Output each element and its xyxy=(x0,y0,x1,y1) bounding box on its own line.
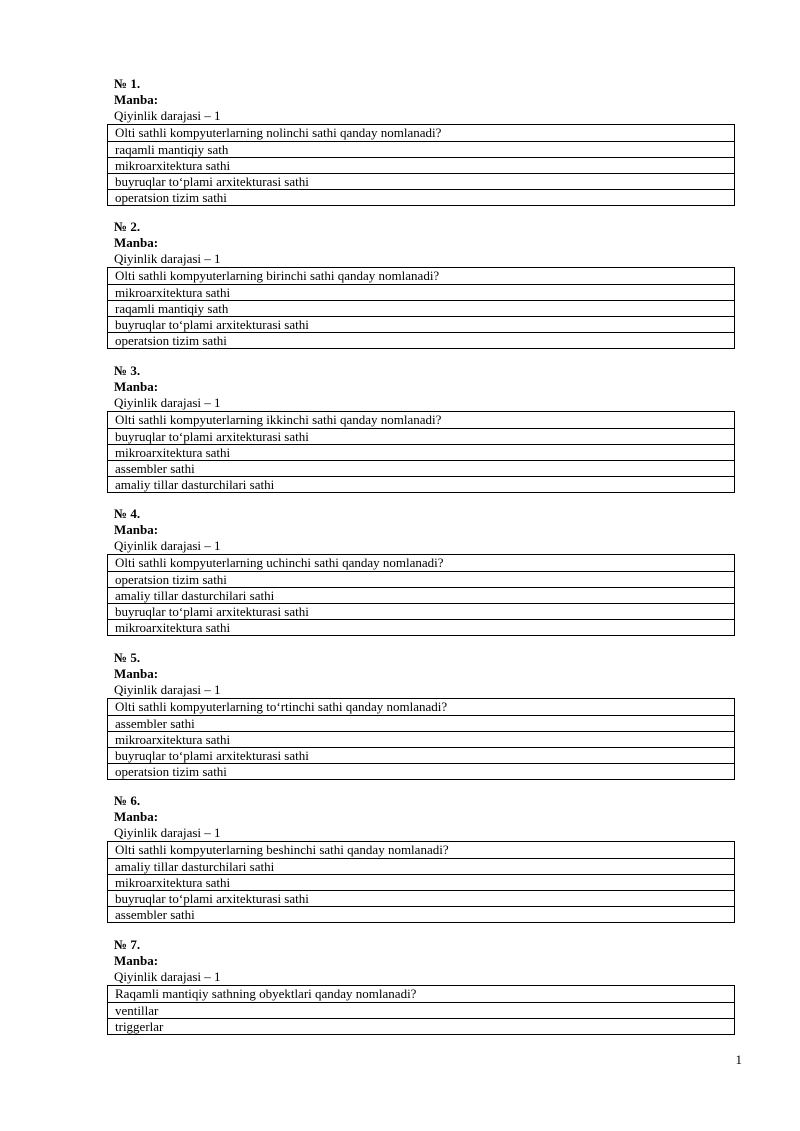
question-number: № 6. xyxy=(114,793,141,808)
answer-option: buyruqlar to‘plami arxitekturasi sathi xyxy=(108,316,734,332)
answer-option: operatsion tizim sathi xyxy=(108,189,734,205)
question-text: Olti sathli kompyuterlarning uchinchi sathi qanday nomlanadi? xyxy=(115,555,444,570)
question-number: № 4. xyxy=(114,506,141,521)
question-block xyxy=(107,650,735,780)
answer-option: buyruqlar to‘plami arxitekturasi sathi xyxy=(108,173,734,189)
source-label: Manba: xyxy=(114,379,159,394)
source-label: Manba: xyxy=(114,953,159,968)
answer-option: triggerlar xyxy=(108,1018,734,1034)
answer-option: operatsion tizim sathi xyxy=(108,571,734,587)
answer-option: buyruqlar to‘plami arxitekturasi sathi xyxy=(108,603,734,619)
question-table xyxy=(107,267,735,349)
question-block xyxy=(107,506,735,636)
answer-option: operatsion tizim sathi xyxy=(108,763,734,779)
source-label: Manba: xyxy=(114,809,159,824)
answer-option: buyruqlar to‘plami arxitekturasi sathi xyxy=(108,747,734,763)
question-table xyxy=(107,124,735,206)
question-table xyxy=(107,554,735,636)
difficulty-level: Qiyinlik darajasi – 1 xyxy=(114,395,221,410)
answer-option: assembler sathi xyxy=(108,906,734,922)
answer-option: assembler sathi xyxy=(108,715,734,731)
question-block xyxy=(107,937,735,1035)
difficulty-level: Qiyinlik darajasi – 1 xyxy=(114,108,221,123)
question-text: Olti sathli kompyuterlarning beshinchi sathi qanday nomlanadi? xyxy=(115,842,449,857)
source-label: Manba: xyxy=(114,666,159,681)
answer-option: raqamli mantiqiy sath xyxy=(108,141,734,157)
question-table xyxy=(107,411,735,493)
answer-option: buyruqlar to‘plami arxitekturasi sathi xyxy=(108,428,734,444)
question-text: Olti sathli kompyuterlarning to‘rtinchi sathi qanday nomlanadi? xyxy=(115,699,448,714)
answer-option: assembler sathi xyxy=(108,460,734,476)
answer-option: amaliy tillar dasturchilari sathi xyxy=(108,587,734,603)
source-label: Manba: xyxy=(114,522,159,537)
question-number: № 7. xyxy=(114,937,141,952)
question-block xyxy=(107,363,735,493)
question-number: № 1. xyxy=(114,76,141,91)
difficulty-level: Qiyinlik darajasi – 1 xyxy=(114,538,221,553)
question-number: № 5. xyxy=(114,650,141,665)
question-text: Olti sathli kompyuterlarning birinchi sathi qanday nomlanadi? xyxy=(115,268,440,283)
answer-option: mikroarxitektura sathi xyxy=(108,444,734,460)
difficulty-level: Qiyinlik darajasi – 1 xyxy=(114,251,221,266)
difficulty-level: Qiyinlik darajasi – 1 xyxy=(114,682,221,697)
question-table xyxy=(107,841,735,923)
answer-option: mikroarxitektura sathi xyxy=(108,619,734,635)
answer-option: raqamli mantiqiy sath xyxy=(108,300,734,316)
answer-option: buyruqlar to‘plami arxitekturasi sathi xyxy=(108,890,734,906)
page-number: 1 xyxy=(735,1052,742,1067)
question-table xyxy=(107,698,735,780)
question-block xyxy=(107,76,735,206)
question-text: Olti sathli kompyuterlarning ikkinchi sathi qanday nomlanadi? xyxy=(115,412,442,427)
answer-option: mikroarxitektura sathi xyxy=(108,284,734,300)
question-number: № 2. xyxy=(114,219,141,234)
source-label: Manba: xyxy=(114,92,159,107)
answer-option: operatsion tizim sathi xyxy=(108,332,734,348)
answer-option: mikroarxitektura sathi xyxy=(108,874,734,890)
question-number: № 3. xyxy=(114,363,141,378)
question-table xyxy=(107,985,735,1035)
question-text: Olti sathli kompyuterlarning nolinchi sathi qanday nomlanadi? xyxy=(115,125,442,140)
question-block xyxy=(107,793,735,923)
answer-option: mikroarxitektura sathi xyxy=(108,157,734,173)
source-label: Manba: xyxy=(114,235,159,250)
question-block xyxy=(107,219,735,349)
question-text: Raqamli mantiqiy sathning obyektlari qanday nomlanadi? xyxy=(115,986,417,1001)
difficulty-level: Qiyinlik darajasi – 1 xyxy=(114,825,221,840)
difficulty-level: Qiyinlik darajasi – 1 xyxy=(114,969,221,984)
answer-option: mikroarxitektura sathi xyxy=(108,731,734,747)
answer-option: amaliy tillar dasturchilari sathi xyxy=(108,476,734,492)
answer-option: ventillar xyxy=(108,1002,734,1018)
answer-option: amaliy tillar dasturchilari sathi xyxy=(108,858,734,874)
